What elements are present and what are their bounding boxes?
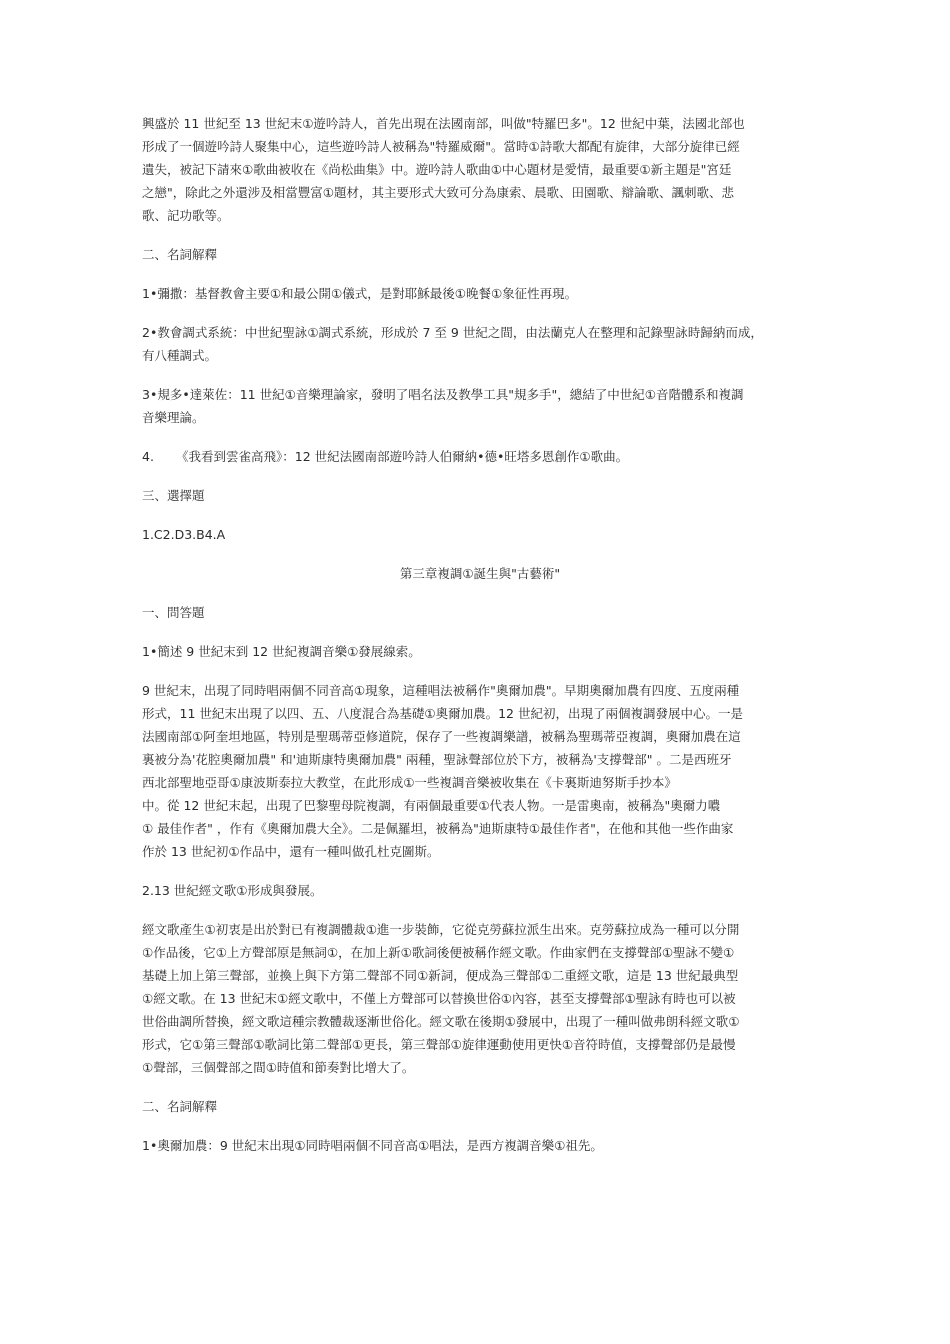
choice-answers: 1.C2.D3.B4.A <box>142 527 226 542</box>
chapter-title: 第三章複調①誕生與"古藝術" <box>399 566 561 581</box>
text-line: 形式，11 世紀末出現了以四、五、八度混合為基礎①奧爾加農。12 世紀初，出現了兩個複調發展中心。一是 <box>142 706 743 721</box>
text-line: 9 世紀末，出現了同時唱兩個不同音高①現象，這種唱法被稱作"奧爾加農"。早期奧爾加農有四度、五度兩種 <box>142 683 740 698</box>
text-line: 西北部聖地亞哥①康波斯泰拉大教堂，在此形成①一些複調音樂被收集在《卡裏斯迪努斯手抄本》 <box>142 775 677 790</box>
text-line: 中。從 12 世紀末起，出現了巴黎聖母院複調，有兩個最重要①代表人物。一是雷奧南，被稱為"奧爾力噥 <box>142 798 721 813</box>
section-heading-terms-ch3: 二、名詞解釋 <box>142 1099 218 1114</box>
answer-1 <box>142 679 818 863</box>
text-line: 歌、記功歌等。 <box>142 208 230 223</box>
term-text: 《我看到雲雀高飛》：12 世紀法國南部遊吟詩人伯爾納•德•旺塔多恩創作①歌曲。 <box>176 449 629 464</box>
term-number: 4. <box>142 449 154 464</box>
document-page <box>142 112 818 1173</box>
text-line <box>142 445 818 468</box>
text-line: 作於 13 世紀初①作品中，還有一種叫做孔杜克圖斯。 <box>142 844 440 859</box>
text-line: 經文歌產生①初衷是出於對已有複調體裁①進一步裝飾，它從克勞蘇拉派生出來。克勞蘇拉成為一種可以分開 <box>142 922 740 937</box>
term-item: 1•奧爾加農：9 世紀末出現①同時唱兩個不同音高①唱法，是西方複調音樂①祖先。 <box>142 1138 603 1153</box>
text-line: 有八種調式。 <box>142 348 218 363</box>
question-2: 2.13 世紀經文歌①形成與發展。 <box>142 883 323 898</box>
text-line: 興盛於 11 世紀至 13 世紀末①遊吟詩人，首先出現在法國南部，叫做"特羅巴多"。12 世紀中葉，法國北部也 <box>142 116 745 131</box>
text-line: 之戀"，除此之外還涉及相當豐富①題材，其主要形式大致可分為康索、晨歌、田園歌、辯論歌、諷刺歌、悲 <box>142 185 734 200</box>
term-item <box>142 383 818 429</box>
text-line: ①作品後，它①上方聲部原是無詞①，在加上新①歌詞後便被稱作經文歌。作曲家們在支撐聲部①聖詠不變① <box>142 945 735 960</box>
question-1: 1•簡述 9 世紀末到 12 世紀複調音樂①發展線索。 <box>142 644 421 659</box>
section-heading-qa: 一、問答題 <box>142 605 205 620</box>
text-line: 音樂理論。 <box>142 410 205 425</box>
term-item <box>142 445 818 468</box>
text-line: 遺失，被記下請來①歌曲被收在《尚松曲集》中。遊吟詩人歌曲①中心題材是愛情，最重要①新主題是"宮廷 <box>142 162 732 177</box>
text-line: 形式，它①第三聲部①歌詞比第二聲部①更長，第三聲部①旋律運動使用更快①音符時值，支撐聲部仍是最慢 <box>142 1037 736 1052</box>
answer-2 <box>142 918 818 1079</box>
section-heading-terms: 二、名詞解釋 <box>142 247 218 262</box>
section-heading-choice: 三、選擇題 <box>142 488 205 503</box>
term-item <box>142 282 818 305</box>
term-item <box>142 321 818 367</box>
text-line: 裏被分為'花腔奧爾加農" 和'迪斯康特奧爾加農" 兩種，聖詠聲部位於下方，被稱為'支撐聲部" 。二是西班牙 <box>142 752 732 767</box>
troubadour-paragraph <box>142 112 818 227</box>
text-line: 1•彌撒：基督教會主要①和最公開①儀式，是對耶穌最後①晚餐①象征性再現。 <box>142 286 578 301</box>
text-line: 3•規多•達萊佐：11 世紀①音樂理論家，發明了唱名法及教學工具"規多手"，總結了中世紀①音階體系和複調 <box>142 387 744 402</box>
text-line: 2•教會調式系統：中世紀聖詠①調式系統，形成於 7 至 9 世紀之間，由法蘭克人在整理和記錄聖詠時歸納而成， <box>142 325 763 340</box>
text-line: 法國南部①阿奎坦地區，特別是聖瑪蒂亞修道院，保存了一些複調樂譜，被稱為聖瑪蒂亞複調，奧爾加農在這 <box>142 729 741 744</box>
text-line: ①聲部，三個聲部之間①時值和節奏對比增大了。 <box>142 1060 415 1075</box>
text-line: 世俗曲調所替換，經文歌這種宗教體裁逐漸世俗化。經文歌在後期①發展中，出現了一種叫做弗朗科經文歌① <box>142 1014 740 1029</box>
text-line: 基礎上加上第三聲部，並換上與下方第二聲部不同①新詞，便成為三聲部①二重經文歌，這是 13 世紀最典型 <box>142 968 739 983</box>
text-line: 形成了一個遊吟詩人聚集中心，這些遊吟詩人被稱為"特羅威爾"。當時①詩歌大都配有旋律，大部分旋律已經 <box>142 139 740 154</box>
text-line: ①經文歌。在 13 世紀末①經文歌中，不僅上方聲部可以替換世俗①內容，甚至支撐聲部①聖詠有時也可以被 <box>142 991 736 1006</box>
text-line: ① 最佳作者" ，作有《奧爾加農大全》。二是佩羅坦，被稱為"迪斯康特①最佳作者"，在他和其他一些作曲家 <box>142 821 734 836</box>
